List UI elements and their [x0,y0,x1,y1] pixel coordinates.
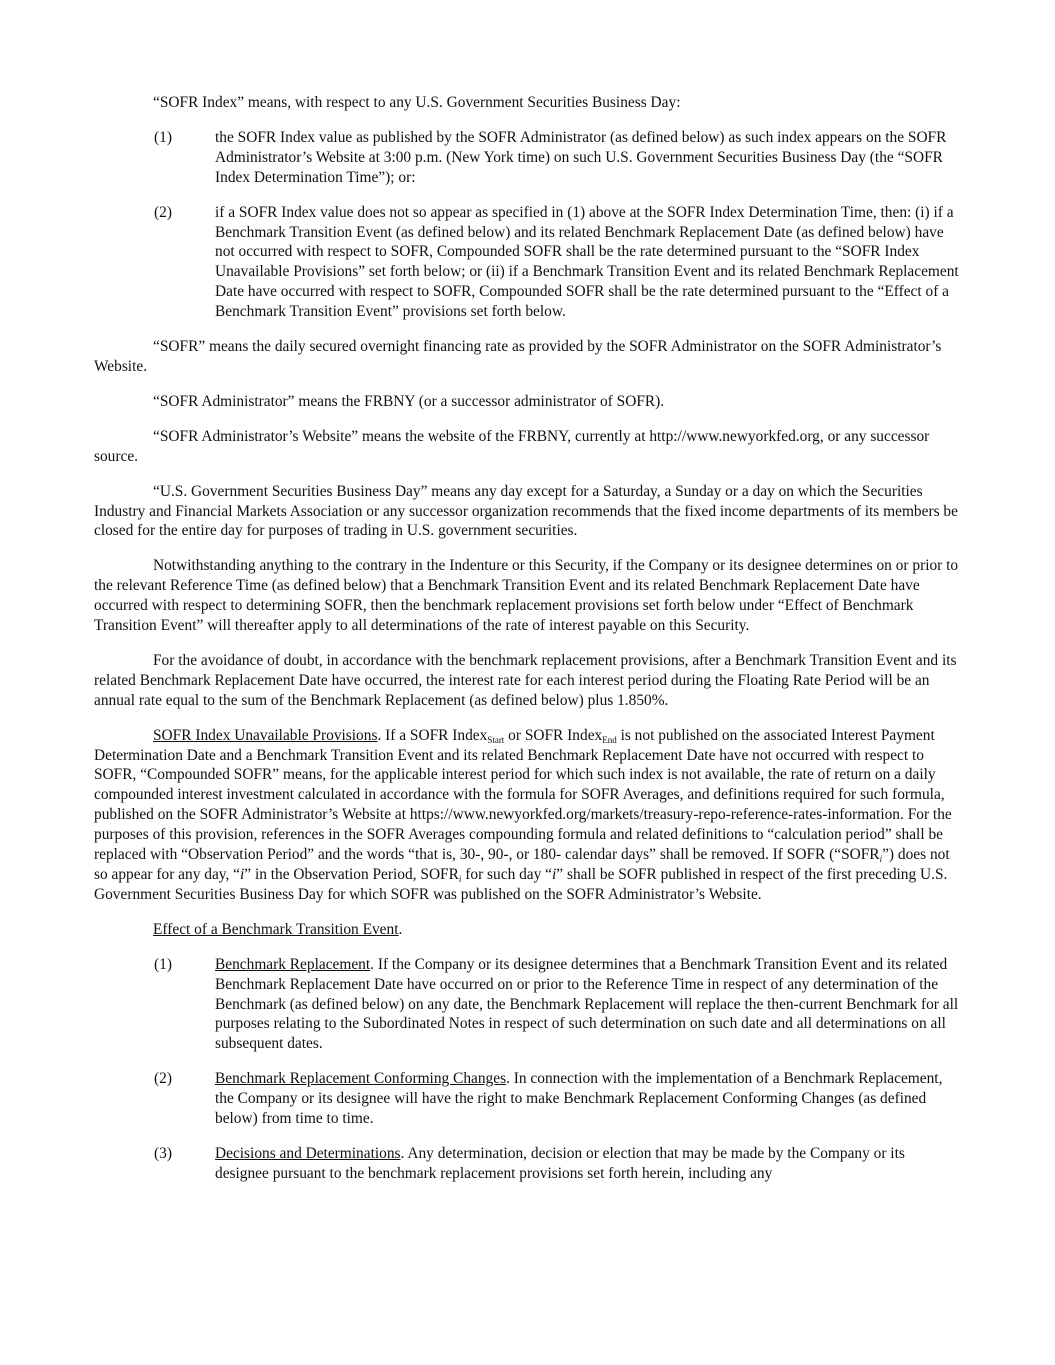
sofr-administrator-definition: “SOFR Administrator” means the FRBNY (or a successor administrator of SOFR). [153,392,665,410]
avoidance-of-doubt-paragraph: For the avoidance of doubt, in accordance with the benchmark replacement provisions, after a Benchmark Transition Event and its related Benchmark Replacement Date have occurred, the interest rate for each interest period during the Floating Rate Period will be an annual rate equal to the sum of the Benchmark Replacement (as defined below) plus 1.850%. [94,651,957,709]
sofr-index-item-2 [94,203,962,322]
sofr-index-definition: “SOFR Index” means, with respect to any U.S. Government Securities Business Day: [153,94,681,111]
item-title: Decisions and Determinations [215,1144,401,1162]
item-number: (1) [154,128,172,146]
item-number: (1) [154,955,172,973]
item-number: (3) [154,1144,172,1162]
effect-item-2 [94,1069,962,1129]
item-text: if a SOFR Index value does not so appear as specified in (1) above at the SOFR Index Determination Time, then: (i) if a Benchmark Transition Event (as defined below) and its related Benchmark Replacement Date (as defined below) have not occurred with respect to SOFR, Compounded SOFR shall be the rate determined pursuant to the “SOFR Index Unavailable Provisions” set forth below; or (ii) if a Benchmark Transition Event and its related Benchmark Replacement Date have occurred with respect to SOFR, Compounded SOFR shall be the rate determined pursuant to the “Effect of a Benchmark Transition Event” provisions set forth below. [215,203,959,321]
document-page [94,93,962,1199]
unavailable-provisions-heading: SOFR Index Unavailable Provisions [153,726,378,744]
item-number: (2) [154,203,172,221]
item-text: . Any determination, decision or election that may be made by the Company or its designee pursuant to the benchmark replacement provisions set forth herein, including any [215,1144,905,1182]
item-title: Benchmark Replacement Conforming Changes [215,1070,507,1088]
sofr-index-item-1 [94,128,962,188]
item-text: . In connection with the implementation of a Benchmark Replacement, the Company or its designee will have the right to make Benchmark Replacement Conforming Changes (as defined below) from time to time. [215,1070,943,1128]
sofr-index-unavailable-provisions: SOFR Index Unavailable Provisions. If a SOFR Index$_{Start}$ or SOFR Index$_{End}$ is not published on the associated Interest Payment Determination Date and a Benchmark Transition Event and its related Benchmark Replacement Date have not occurred with respect to SOFR, “Compounded SOFR” means, for the applicable interest period for which such index is not available, the rate of return on a daily compounded interest investment calculated in accordance with the formula for SOFR Averages, and definitions required for such formula, published on the SOFR Administrator’s Website at https://www.newyorkfed.org/markets/treasury-repo-reference-rates-information. For the purposes of this provision, references in the SOFR Averages compounding formula and related definitions to “calculation period” shall be replaced with “Observation Period” and the words “that is, 30-, 90-, or 180- calendar days” shall be removed. If SOFR $(“SOFR_i”)$ does not so appear for any day, “i” in the Observation Period, $SOFR_i$ for such day “i” shall be SOFR published in respect of the first preceding U.S. Government Securities Business Day for which SOFR was published on the SOFR Administrator’s Website. [94,726,952,903]
item-title: Benchmark Replacement [215,955,371,973]
effect-item-1 [94,955,962,1055]
notwithstanding-paragraph: Notwithstanding anything to the contrary in the Indenture or this Security, if the Company or its designee determines on or prior to the relevant Reference Time (as defined below) that a Benchmark Transition Event and its related Benchmark Replacement Date have occurred with respect to determining SOFR, then the benchmark replacement provisions set forth below under “Effect of Benchmark Transition Event” will thereafter apply to all determinations of the rate of interest payable on this Security. [94,557,959,635]
effect-item-3 [94,1144,962,1184]
item-text: the SOFR Index value as published by the SOFR Administrator (as defined below) as such index appears on the SOFR Administrator’s Website at 3:00 p.m. (New York time) on such U.S. Government Securities Business Day (the “SOFR Index Determination Time”); or: [215,128,947,186]
sofr-definition: “SOFR” means the daily secured overnight financing rate as provided by the SOFR Administrator on the SOFR Administrator’s Website. [94,338,942,375]
effect-heading-paragraph: Effect of a Benchmark Transition Event. [153,920,403,938]
item-text: . If the Company or its designee determines that a Benchmark Transition Event and its related Benchmark Replacement Date have occurred on or prior to the Reference Time in respect of any determination of the Benchmark (as defined below) on any date, the Benchmark Replacement will replace the then-current Benchmark for all purposes relating to the Subordinated Notes in respect of such determination on such date and all determinations on all subsequent dates. [215,955,959,1053]
gov-securities-business-day-definition: “U.S. Government Securities Business Day” means any day except for a Saturday, a Sunday or a day on which the Securities Industry and Financial Markets Association or any successor organization recommends that the fixed income departments of its members be closed for the entire day for purposes of trading in U.S. government securities. [94,482,958,540]
effect-heading: Effect of a Benchmark Transition Event [153,920,399,938]
sofr-website-definition: “SOFR Administrator’s Website” means the website of the FRBNY, currently at http://www.newyorkfed.org, or any successor source. [94,427,930,465]
item-number: (2) [154,1070,172,1088]
